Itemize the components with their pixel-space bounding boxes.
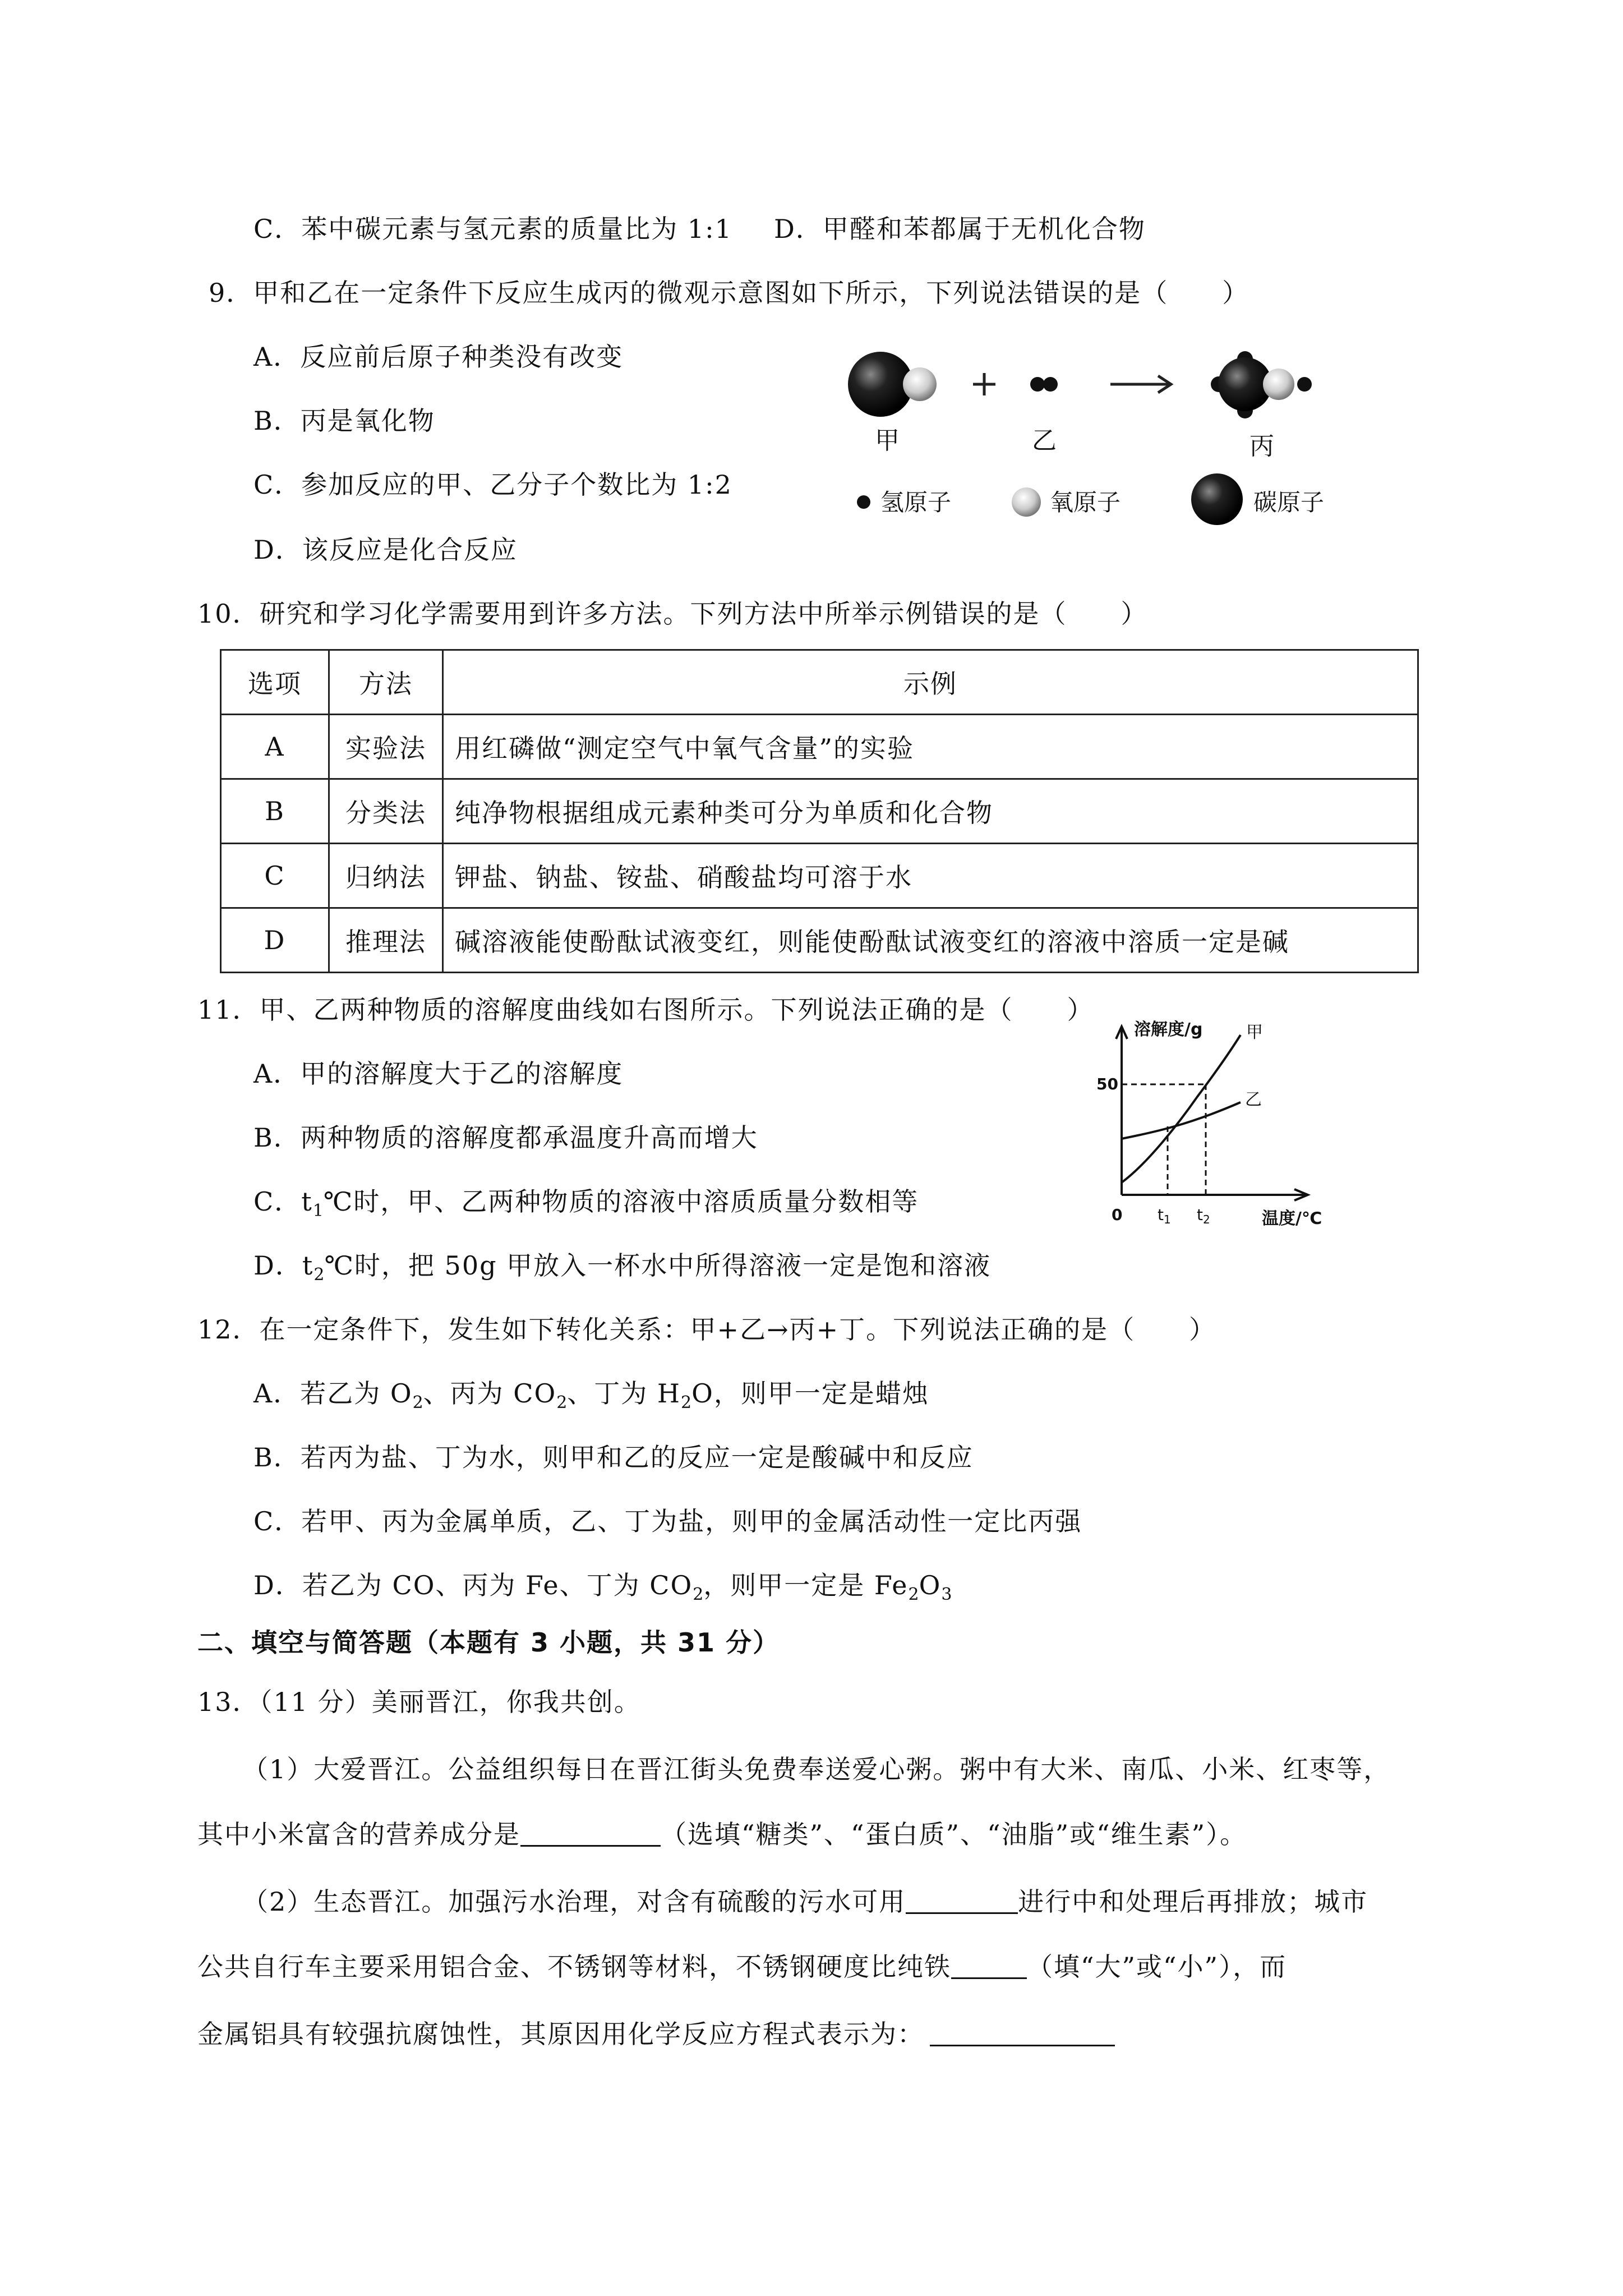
q13-stem: 13．（11 分）美丽晋江，你我共创。 — [197, 1687, 641, 1717]
q9-stem: 9．甲和乙在一定条件下反应生成丙的微观示意图如下所示，下列说法错误的是（ ） — [209, 278, 1249, 308]
cell-example: 碱溶液能使酚酞试液变红，则能使酚酞试液变红的溶液中溶质一定是碱 — [443, 908, 1418, 973]
molecule-jia — [848, 352, 937, 417]
cell-option: B — [221, 779, 329, 844]
cell-method: 推理法 — [329, 908, 443, 973]
q10-stem: 10．研究和学习化学需要用到许多方法。下列方法中所举示例错误的是（ ） — [197, 599, 1148, 629]
q13-part2-line3: 金属铝具有较强抗腐蚀性，其原因用化学反应方程式表示为： — [197, 2017, 1115, 2051]
header-example: 示例 — [443, 650, 1418, 715]
graph-origin: 0 — [1112, 1205, 1123, 1224]
section-title: 二、填空与简答题（本题有 3 小题，共 31 分） — [197, 1627, 780, 1658]
cell-example: 用红磷做“测定空气中氧气含量”的实验 — [443, 715, 1418, 779]
q11-option-c: C．$t_1℃$时，甲、乙两种物质的溶液中溶质质量分数相等 — [253, 1186, 919, 1221]
q8-option-d: D．甲醛和苯都属于无机化合物 — [774, 214, 1146, 244]
answer-blank[interactable] — [906, 1887, 1018, 1914]
cell-method: 归纳法 — [329, 844, 443, 908]
cell-method: 分类法 — [329, 779, 443, 844]
graph-y50: 50 — [1096, 1075, 1118, 1093]
table-row — [221, 715, 1418, 779]
q12-stem: 12．在一定条件下，发生如下转化关系：甲+乙→丙+丁。下列说法正确的是（ ） — [197, 1314, 1216, 1345]
graph-label-jia: 甲 — [1246, 1023, 1263, 1042]
table-row — [221, 908, 1418, 973]
q9-molecule-figure — [830, 331, 1357, 533]
q10-method-table — [220, 649, 1419, 973]
cell-option: C — [221, 844, 329, 908]
cell-example: 钾盐、钠盐、铵盐、硝酸盐均可溶于水 — [443, 844, 1418, 908]
q9-option-c: C．参加反应的甲、乙分子个数比为 1:2 — [253, 470, 732, 500]
legend-carbon: 碳原子 — [1253, 489, 1325, 516]
q13-part2-line2: 公共自行车主要采用铝合金、不锈钢等材料，不锈钢硬度比纯铁 （填“大”或“小”），而 — [197, 1952, 1287, 1982]
q11-option-a: A．甲的溶解度大于乙的溶解度 — [253, 1059, 624, 1089]
graph-ylabel: 溶解度/g — [1134, 1020, 1203, 1039]
q11-stem: 11．甲、乙两种物质的溶解度曲线如右图所示。下列说法正确的是（ ） — [197, 995, 1094, 1025]
table-row — [221, 844, 1418, 908]
q9-option-d: D．该反应是化合反应 — [253, 535, 518, 565]
q12-option-c: C．若甲、丙为金属单质，乙、丁为盐，则甲的金属活动性一定比丙强 — [253, 1506, 1082, 1536]
q8-option-c: C．苯中碳元素与氢元素的质量比为 1:1 — [253, 214, 732, 244]
q11-solubility-graph — [1094, 1004, 1363, 1228]
label-yi: 乙 — [1032, 426, 1057, 455]
cell-option: A — [221, 715, 329, 779]
graph-label-yi: 乙 — [1245, 1090, 1262, 1110]
plus-sign — [973, 373, 995, 395]
legend-hydrogen: 氢原子 — [880, 489, 952, 516]
header-option: 选项 — [221, 650, 329, 715]
cell-option: D — [221, 908, 329, 973]
answer-blank[interactable] — [951, 1952, 1027, 1979]
table-header-row — [221, 650, 1418, 715]
q13-part1-line1: （1）大爱晋江。公益组织每日在晋江街头免费奉送爱心粥。粥中有大米、南瓜、小米、红枣等， — [242, 1754, 1391, 1784]
answer-blank[interactable] — [930, 2019, 1115, 2046]
cell-example: 纯净物根据组成元素种类可分为单质和化合物 — [443, 779, 1418, 844]
arrow-icon — [1110, 376, 1171, 393]
header-method: 方法 — [329, 650, 443, 715]
table-row — [221, 779, 1418, 844]
q13-part1-line2: 其中小米富含的营养成分是 （选填“糖类”、“蛋白质”、“油脂”或“维生素”）。 — [197, 1819, 1247, 1849]
cell-method: 实验法 — [329, 715, 443, 779]
q12-option-d: D．若乙为 CO、丙为 Fe、丁为 $CO_2$，则甲一定是 $Fe_2O_3$ — [253, 1570, 952, 1604]
graph-xlabel: 温度/℃ — [1262, 1209, 1322, 1228]
q12-option-a: A．若乙为 $O_2$、丙为 $CO_2$、丁为 $H_2O$，则甲一定是蜡烛 — [253, 1378, 929, 1412]
q13-part2-line1: （2）生态晋江。加强污水治理，对含有硫酸的污水可用 进行中和处理后再排放；城市 — [242, 1887, 1368, 1917]
label-bing: 丙 — [1249, 432, 1274, 461]
q9-option-a: A．反应前后原子种类没有改变 — [253, 342, 624, 372]
answer-blank[interactable] — [520, 1819, 661, 1847]
graph-t2: $t_2$ — [1197, 1205, 1210, 1226]
label-jia: 甲 — [875, 426, 900, 455]
q11-option-b: B．两种物质的溶解度都承温度升高而增大 — [253, 1122, 758, 1153]
molecule-yi — [1030, 377, 1058, 392]
graph-t1: $t_1$ — [1158, 1205, 1171, 1226]
q9-option-b: B．丙是氧化物 — [253, 406, 435, 436]
q11-option-d: D．$t_2℃$时，把 50g 甲放入一杯水中所得溶液一定是饱和溶液 — [253, 1250, 992, 1285]
molecule-bing — [1211, 351, 1312, 418]
legend-oxygen: 氧原子 — [1050, 489, 1121, 516]
q12-option-b: B．若丙为盐、丁为水，则甲和乙的反应一定是酸碱中和反应 — [253, 1442, 974, 1473]
